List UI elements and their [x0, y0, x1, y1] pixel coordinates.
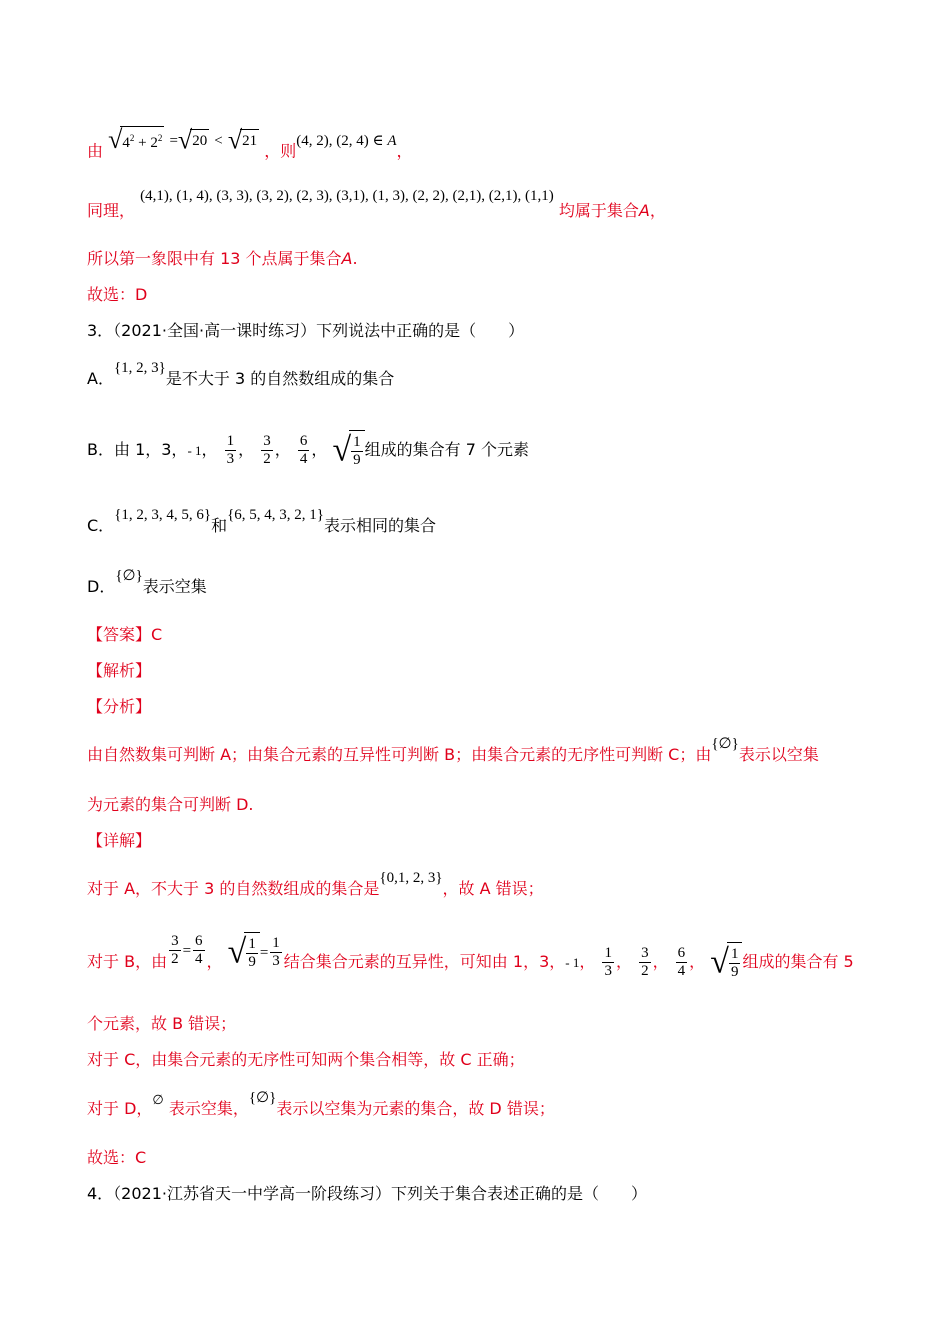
detail-line-d: 对于 D，∅ 表示空集，{∅}表示以空集为元素的集合，故 D 错误；	[87, 1090, 555, 1118]
text: ，则	[264, 141, 297, 161]
fraction: $\frac{1}{3}$	[226, 433, 235, 467]
option-label: A．	[87, 369, 114, 388]
fenxi-label: 【分析】	[87, 697, 152, 716]
detail-line-b2: 个元素，故 B 错误；	[87, 1014, 237, 1033]
question-4-stem: 4．（2021·江苏省天一中学高一阶段练习）下列关于集合表述正确的是（ ）	[87, 1184, 647, 1203]
set-expression: {6, 5, 4, 3, 2, 1}	[227, 507, 325, 523]
set-expression: {∅}	[248, 1090, 277, 1106]
option-text: 组成的集合有 7 个元素	[364, 440, 529, 459]
equals: =	[169, 132, 178, 149]
detail-label: 【详解】	[87, 831, 152, 850]
set-expression: {0,1, 2, 3}	[379, 870, 443, 886]
text: ，	[649, 201, 666, 220]
sqrt-fraction: √ $\frac{1}{9}$	[332, 430, 364, 471]
analysis-label: 【解析】	[87, 661, 152, 680]
analysis-line-2: 为元素的集合可判断 D.	[87, 795, 254, 814]
fraction: $\frac{3}{2}$	[263, 433, 271, 467]
detail-line-b: 对于 B，由 $\frac{3}{2}$ = $\frac{6}{4}$ ， √ $\frac{1}{9}$ = $\frac{1}{3}$ 结合集合元素的互异性，可知由 1，3，- 1， $\frac{1}{3}$ ， $\frac{3}{2}$ ， $\frac{6}{4}$ ， √ $\frac{1}{9}$ 组成的集合有 5	[87, 942, 854, 983]
option-label: D．	[87, 577, 116, 596]
point-list: (4,1), (1, 4), (3, 3), (3, 2), (2, 3), (3,1), (1, 3), (2, 2), (2,1), (2,1), (1,1)	[140, 188, 554, 204]
sqrt-fraction: √ $\frac{1}{9}$	[228, 932, 260, 973]
option-text: 是不大于 3 的自然数组成的集合	[165, 369, 395, 388]
option-a	[87, 360, 395, 391]
option-label: C．	[87, 516, 115, 535]
option-d	[87, 568, 207, 599]
fraction: $\frac{6}{4}$	[299, 433, 308, 467]
empty-set-symbol: ∅	[152, 1092, 164, 1107]
solution-line-2	[87, 188, 666, 223]
solution-line-1	[87, 125, 413, 166]
math-membership: (4, 2), (2, 4) ∈ A	[296, 132, 397, 149]
sqrt-20: √20	[177, 125, 208, 154]
text: 均属于集合	[558, 201, 639, 220]
text: 由	[87, 141, 104, 161]
set-expression: {1, 2, 3}	[113, 360, 166, 376]
answer-label: 【答案】C	[87, 625, 163, 644]
text: 同理，	[87, 201, 136, 220]
option-label: B．由 1，3，	[87, 440, 188, 459]
less-than: <	[214, 132, 223, 149]
set-expression: {∅}	[115, 568, 143, 584]
set-a: A	[638, 201, 650, 220]
detail-line-c: 对于 C，由集合元素的无序性可知两个集合相等，故 C 正确；	[87, 1050, 525, 1069]
detail-line-a: 对于 A，不大于 3 的自然数组成的集合是{0,1, 2, 3}，故 A 错误；	[87, 870, 544, 898]
analysis-line-1: 由自然数集可判断 A；由集合元素的互异性可判断 B；由集合元素的无序性可判断 C；由{∅}表示以空集	[87, 736, 819, 764]
text: ，	[396, 141, 413, 161]
negative-one: - 1	[187, 443, 202, 458]
solution-line-3: 所以第一象限中有 13 个点属于集合A.	[87, 249, 358, 268]
sqrt-21: √21	[227, 125, 258, 154]
option-c: C．{1, 2, 3, 4, 5, 6}和{6, 5, 4, 3, 2, 1}表示相同的集合	[87, 507, 437, 535]
option-text: 表示空集	[142, 577, 207, 596]
detail-answer: 故选：C	[87, 1148, 147, 1167]
set-expression: {1, 2, 3, 4, 5, 6}	[114, 507, 212, 523]
option-b: B．由 1，3，- 1， $\frac{1}{3}$ ， $\frac{3}{2}$ ， $\frac{6}{4}$ ， √ $\frac{1}{9}$ 组成的集合有 7 个元素	[87, 430, 529, 471]
option-text: 表示相同的集合	[324, 516, 437, 535]
sqrt-expression: $√4^2 + 2^2$	[108, 125, 163, 154]
set-expression: {∅}	[711, 736, 739, 752]
question-3-stem: 3．（2021·全国·高一课时练习）下列说法中正确的是（ ）	[87, 321, 525, 340]
answer-choice-line: 故选：D	[87, 285, 148, 304]
